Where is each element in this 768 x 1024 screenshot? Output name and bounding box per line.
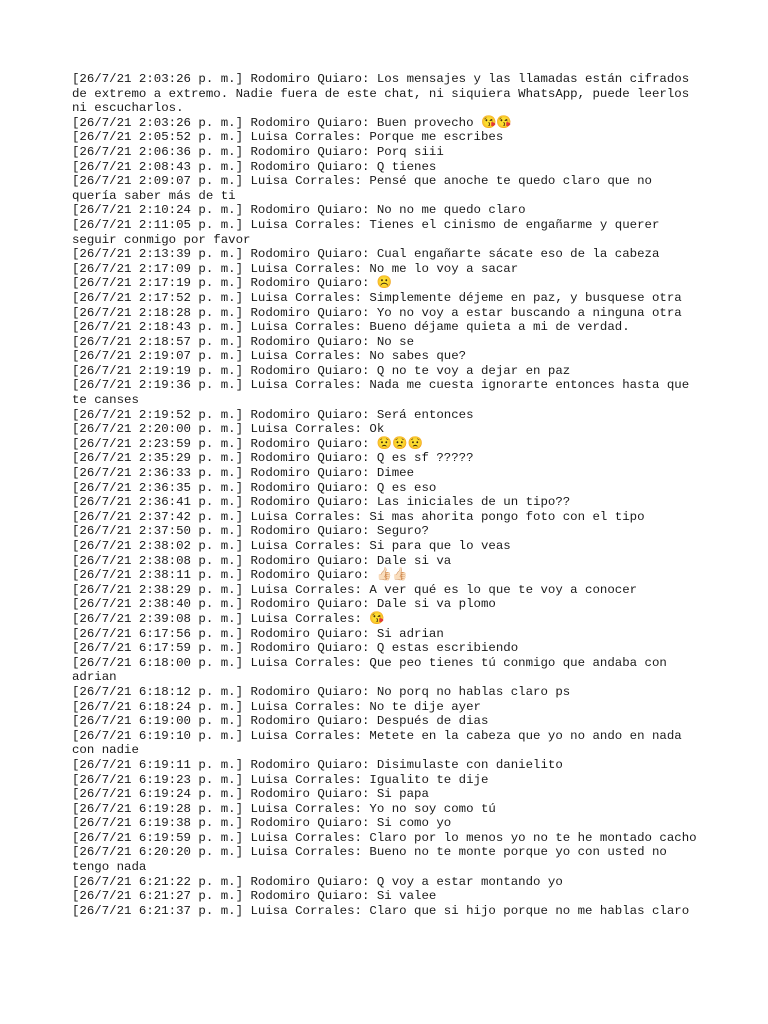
chat-message: [26/7/21 2:19:52 p. m.] Rodomiro Quiaro: Será entonces <box>72 407 474 422</box>
chat-message: [26/7/21 2:37:50 p. m.] Rodomiro Quiaro: Seguro? <box>72 524 429 539</box>
chat-message: [26/7/21 6:19:28 p. m.] Luisa Corrales: Yo no soy como tú <box>72 801 496 816</box>
chat-message: [26/7/21 6:21:27 p. m.] Rodomiro Quiaro: Si valee <box>72 889 437 904</box>
chat-message: [26/7/21 2:38:11 p. m.] Rodomiro Quiaro: 👍🏻👍🏻 <box>72 568 408 583</box>
chat-message: [26/7/21 2:03:26 p. m.] Rodomiro Quiaro: Los mensajes y las llamadas están cifrados de extremo a extremo. Nadie fuera de este chat, ni siquiera WhatsApp, puede leerlos ni escucharlos. <box>72 72 697 116</box>
chat-message: [26/7/21 2:13:39 p. m.] Rodomiro Quiaro: Cual engañarte sácate eso de la cabeza <box>72 247 660 262</box>
chat-message: [26/7/21 2:17:09 p. m.] Luisa Corrales: No me lo voy a sacar <box>72 261 519 276</box>
chat-message: [26/7/21 2:10:24 p. m.] Rodomiro Quiaro: No no me quedo claro <box>72 203 526 218</box>
chat-message: [26/7/21 2:09:07 p. m.] Luisa Corrales: Pensé que anoche te quedo claro que no quería saber más de ti <box>72 174 660 203</box>
chat-message: [26/7/21 2:38:40 p. m.] Rodomiro Quiaro: Dale si va plomo <box>72 597 496 612</box>
chat-message: [26/7/21 6:18:24 p. m.] Luisa Corrales: No te dije ayer <box>72 699 481 714</box>
chat-message: [26/7/21 2:19:36 p. m.] Luisa Corrales: Nada me cuesta ignorarte entonces hasta que te canses <box>72 378 697 408</box>
chat-message: [26/7/21 2:39:08 p. m.] Luisa Corrales: 😘 <box>72 611 385 626</box>
chat-transcript <box>72 72 700 918</box>
chat-message: [26/7/21 2:38:02 p. m.] Luisa Corrales: Si para que lo veas <box>72 539 511 553</box>
chat-message: [26/7/21 6:19:38 p. m.] Rodomiro Quiaro: Si como yo <box>72 816 452 831</box>
chat-message: [26/7/21 2:38:29 p. m.] Luisa Corrales: A ver qué es lo que te voy a conocer <box>72 582 638 597</box>
chat-message: [26/7/21 2:23:59 p. m.] Rodomiro Quiaro: 😟😟😟 <box>72 436 424 451</box>
chat-message: [26/7/21 2:18:57 p. m.] Rodomiro Quiaro: No se <box>72 334 415 349</box>
chat-message: [26/7/21 6:21:22 p. m.] Rodomiro Quiaro: Q voy a estar montando yo <box>72 874 563 889</box>
chat-message: [26/7/21 6:19:11 p. m.] Rodomiro Quiaro: Disimulaste con danielito <box>72 757 563 772</box>
chat-message: [26/7/21 6:18:00 p. m.] Luisa Corrales: Que peo tienes tú conmigo que andaba con adrian <box>72 655 675 685</box>
chat-message: [26/7/21 6:19:24 p. m.] Rodomiro Quiaro: Si papa <box>72 787 429 802</box>
chat-message: [26/7/21 6:19:10 p. m.] Luisa Corrales: Metete en la cabeza que yo no ando en nada con nadie <box>72 728 690 758</box>
chat-message: [26/7/21 2:06:36 p. m.] Rodomiro Quiaro: Porq siii <box>72 144 444 159</box>
chat-message: [26/7/21 2:19:07 p. m.] Luisa Corrales: No sabes que? <box>72 349 467 364</box>
chat-message: [26/7/21 6:19:23 p. m.] Luisa Corrales: Igualito te dije <box>72 772 489 787</box>
chat-message: [26/7/21 2:08:43 p. m.] Rodomiro Quiaro: Q tienes <box>72 159 437 174</box>
chat-message: [26/7/21 6:21:37 p. m.] Luisa Corrales: Claro que si hijo porque no me hablas claro <box>72 903 690 918</box>
chat-message: [26/7/21 6:17:56 p. m.] Rodomiro Quiaro: Si adrian <box>72 626 444 641</box>
chat-message: [26/7/21 2:18:43 p. m.] Luisa Corrales: Bueno déjame quieta a mi de verdad. <box>72 320 630 335</box>
chat-message: [26/7/21 6:19:59 p. m.] Luisa Corrales: Claro por lo menos yo no te he montado cacho <box>72 830 697 845</box>
chat-message: [26/7/21 2:18:28 p. m.] Rodomiro Quiaro: Yo no voy a estar buscando a ninguna otra <box>72 305 682 320</box>
chat-message: [26/7/21 2:11:05 p. m.] Luisa Corrales: Tienes el cinismo de engañarme y querer seguir conmigo por favor <box>72 217 667 247</box>
chat-message: [26/7/21 2:19:19 p. m.] Rodomiro Quiaro: Q no te voy a dejar en paz <box>72 363 571 378</box>
chat-message: [26/7/21 2:17:19 p. m.] Rodomiro Quiaro: ☹️ <box>72 276 393 291</box>
chat-message: [26/7/21 2:03:26 p. m.] Rodomiro Quiaro: Buen provecho 😘😘 <box>72 115 512 130</box>
chat-message: [26/7/21 2:38:08 p. m.] Rodomiro Quiaro: Dale si va <box>72 553 452 568</box>
chat-message: [26/7/21 6:19:00 p. m.] Rodomiro Quiaro: Después de dias <box>72 714 489 729</box>
chat-message: [26/7/21 2:36:33 p. m.] Rodomiro Quiaro: Dimee <box>72 466 415 481</box>
chat-message: [26/7/21 2:37:42 p. m.] Luisa Corrales: Si mas ahorita pongo foto con el tipo <box>72 509 645 524</box>
chat-message: [26/7/21 2:36:35 p. m.] Rodomiro Quiaro: Q es eso <box>72 480 437 495</box>
chat-message: [26/7/21 2:05:52 p. m.] Luisa Corrales: Porque me escribes <box>72 130 504 145</box>
chat-message: [26/7/21 2:36:41 p. m.] Rodomiro Quiaro: Las iniciales de un tipo?? <box>72 495 571 510</box>
chat-message: [26/7/21 2:17:52 p. m.] Luisa Corrales: Simplemente déjeme en paz, y busquese otra <box>72 290 682 305</box>
chat-message: [26/7/21 6:20:20 p. m.] Luisa Corrales: Bueno no te monte porque yo con usted no tengo nada <box>72 845 675 875</box>
chat-message: [26/7/21 2:35:29 p. m.] Rodomiro Quiaro: Q es sf ????? <box>72 451 474 466</box>
chat-message: [26/7/21 6:17:59 p. m.] Rodomiro Quiaro: Q estas escribiendo <box>72 641 519 656</box>
chat-message: [26/7/21 2:20:00 p. m.] Luisa Corrales: Ok <box>72 422 385 437</box>
chat-message: [26/7/21 6:18:12 p. m.] Rodomiro Quiaro: No porq no hablas claro ps <box>72 684 571 699</box>
